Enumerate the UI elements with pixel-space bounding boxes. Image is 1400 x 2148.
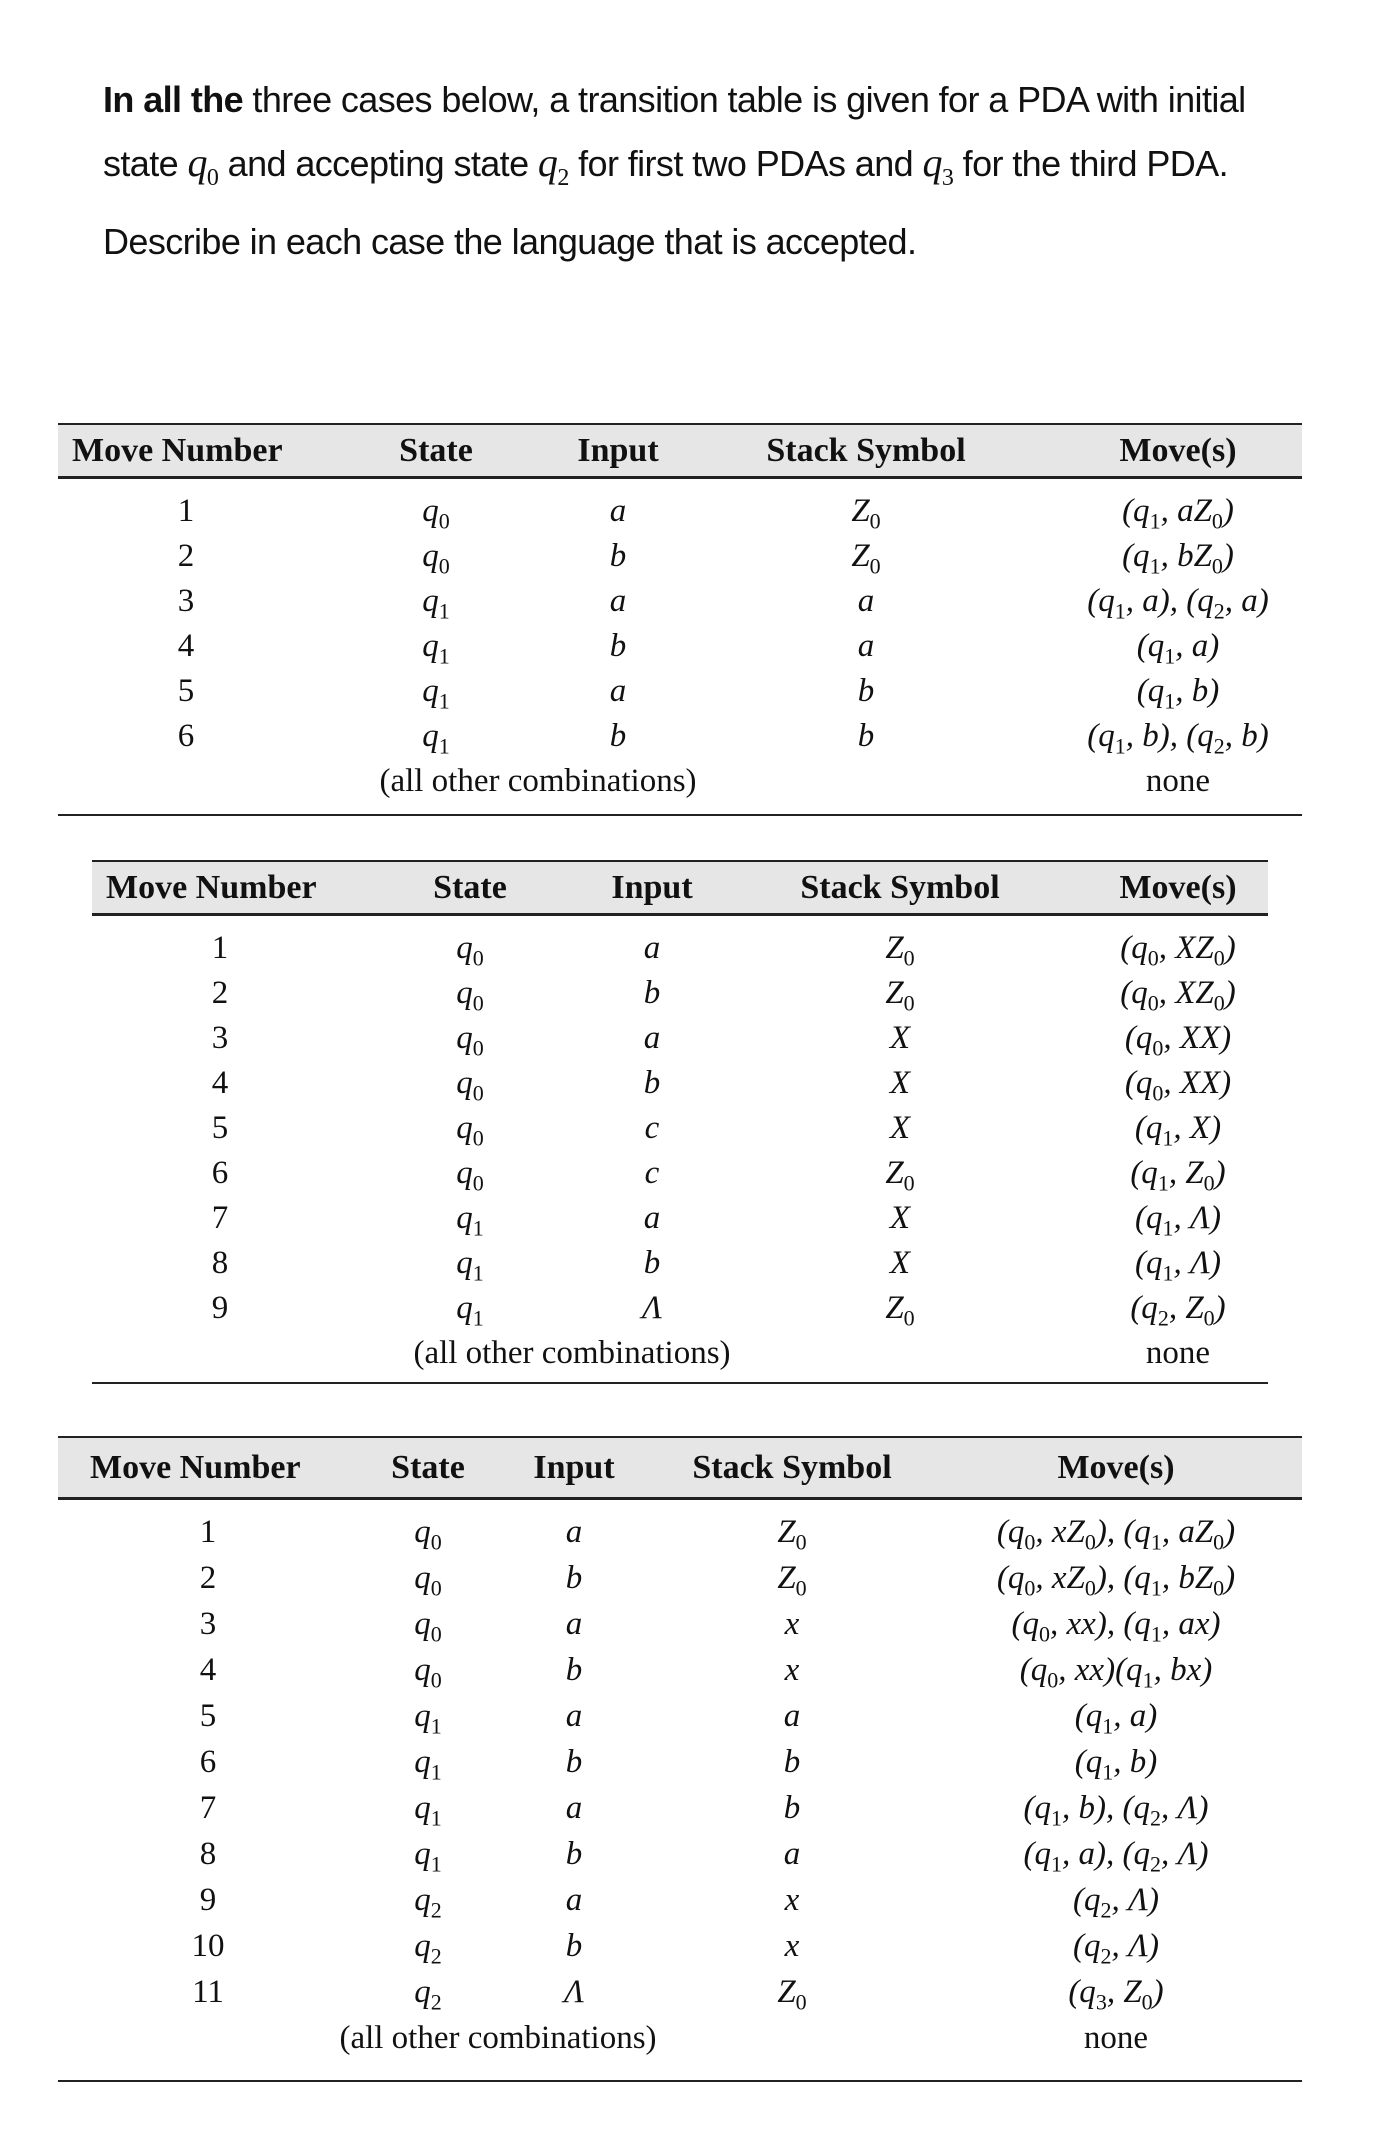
table-body [58,1500,1302,2080]
header-input: Input [611,869,693,906]
header-stack-symbol: Stack Symbol [692,1449,892,1486]
moves-cell: ($q_0$, $xx)(q_1$, bx) [1019,1652,1213,1693]
table-header [58,423,1302,479]
input-cell: a [609,583,627,619]
header-moves: Move(s) [1119,432,1237,469]
stack-symbol-cell: x [784,1606,800,1642]
q2-symbol: $q_2$ [537,140,569,191]
table-header [58,1436,1302,1500]
header-move-number: Move Number [90,1449,301,1486]
other-combinations-label: (all other combinations) [379,763,697,799]
state-cell: $q_1$ [422,673,450,714]
state-cell: $q_2$ [414,1928,442,1969]
move-number-cell: 10 [191,1928,225,1964]
state-cell: $q_0$ [456,975,484,1016]
stack-symbol-cell: X [889,1200,911,1236]
stack-symbol-cell: $Z_0$ [777,1514,807,1555]
other-combinations-label: (all other combinations) [339,2020,657,2056]
table-body [92,916,1268,1382]
move-number-cell: 9 [199,1882,217,1918]
header-stack-symbol: Stack Symbol [800,869,1000,906]
header-moves: Move(s) [1057,1449,1175,1486]
stack-symbol-cell: $Z_0$ [777,1560,807,1601]
state-cell: $q_0$ [422,538,450,579]
moves-cell: ($q_0$, $xZ_0$), ($q_1$, $aZ_0$) [996,1514,1236,1555]
state-cell: $q_1$ [456,1245,484,1286]
table-row [58,1740,1302,1785]
moves-cell: ($q_1$, b) [1136,673,1220,714]
table-row-other [58,759,1302,804]
move-number-cell: 6 [211,1155,229,1191]
move-number-cell: 8 [199,1836,217,1872]
state-cell: $q_1$ [414,1698,442,1739]
stack-symbol-cell: b [857,673,875,709]
input-cell: b [565,1744,583,1780]
move-number-cell: 3 [199,1606,217,1642]
stack-symbol-cell: a [783,1836,801,1872]
input-cell: a [565,1698,583,1734]
transition-table-2 [92,860,1268,1384]
state-cell: $q_1$ [414,1836,442,1877]
stack-symbol-cell: X [889,1110,911,1146]
move-number-cell: 5 [177,673,195,709]
table-row [92,926,1268,971]
move-number-cell: 7 [199,1790,217,1826]
stack-symbol-cell: $Z_0$ [885,975,915,1016]
state-cell: $q_0$ [456,1155,484,1196]
header-state: State [399,432,473,469]
problem-statement [103,68,1303,273]
move-number-cell: 1 [199,1514,217,1550]
q0-symbol: $q_0$ [187,140,219,191]
table-header [92,860,1268,916]
table-row [92,1106,1268,1151]
stack-symbol-cell: X [889,1245,911,1281]
input-cell: c [644,1155,660,1191]
move-number-cell: 4 [211,1065,229,1101]
input-cell: b [643,975,661,1011]
move-number-cell: 2 [177,538,195,574]
stack-symbol-cell: a [857,628,875,664]
state-cell: $q_0$ [414,1606,442,1647]
input-cell: b [609,628,627,664]
state-cell: $q_0$ [456,1065,484,1106]
move-number-cell: 4 [199,1652,217,1688]
table-row [58,624,1302,669]
move-number-cell: 2 [211,975,229,1011]
stack-symbol-cell: $Z_0$ [885,1290,915,1331]
state-cell: $q_1$ [414,1790,442,1831]
stack-symbol-cell: b [857,718,875,754]
header-input: Input [533,1449,615,1486]
moves-cell: ($q_1$, b), ($q_2$, Λ) [1023,1790,1209,1831]
stack-symbol-cell: b [783,1790,801,1826]
q3-symbol: $q_3$ [922,140,954,191]
moves-cell: ($q_1$, a), ($q_2$, a) [1087,583,1269,624]
statement-text-1: three cases below, a transition table is given for a PDA with initial state [103,79,1246,184]
state-cell: $q_1$ [456,1200,484,1241]
table-row [58,1786,1302,1831]
input-cell: b [565,1560,583,1596]
input-cell: c [644,1110,660,1146]
stack-symbol-cell: a [783,1698,801,1734]
other-combinations-label: (all other combinations) [413,1335,731,1371]
stack-symbol-cell: b [783,1744,801,1780]
table-row [58,1648,1302,1693]
state-cell: $q_0$ [456,1020,484,1061]
table-row [92,1241,1268,1286]
state-cell: $q_1$ [422,718,450,759]
input-cell: a [565,1882,583,1918]
move-number-cell: 6 [177,718,195,754]
table-row [58,669,1302,714]
input-cell: b [609,718,627,754]
table-row [92,1196,1268,1241]
header-move-number: Move Number [72,432,283,469]
state-cell: $q_0$ [414,1514,442,1555]
moves-cell: ($q_0$, $XZ_0$) [1120,975,1236,1016]
table-row [58,1602,1302,1647]
move-number-cell: 4 [177,628,195,664]
input-cell: a [643,1020,661,1056]
state-cell: $q_2$ [414,1974,442,2015]
other-combinations-move: none [1145,763,1211,799]
stack-symbol-cell: X [889,1020,911,1056]
state-cell: $q_0$ [456,1110,484,1151]
table-row-other [58,2016,1302,2061]
other-combinations-move: none [1145,1335,1211,1371]
stack-symbol-cell: $Z_0$ [777,1974,807,2015]
input-cell: a [565,1606,583,1642]
move-number-cell: 1 [177,493,195,529]
input-cell: a [643,930,661,966]
state-cell: $q_1$ [456,1290,484,1331]
other-combinations-move: none [1083,2020,1149,2056]
input-cell: b [643,1245,661,1281]
state-cell: $q_1$ [422,628,450,669]
table-row [58,534,1302,579]
table-row [58,714,1302,759]
state-cell: $q_1$ [414,1744,442,1785]
input-cell: a [643,1200,661,1236]
moves-cell: ($q_2$, Λ) [1073,1928,1159,1969]
table-body [58,479,1302,814]
state-cell: $q_1$ [422,583,450,624]
header-input: Input [577,432,659,469]
move-number-cell: 9 [211,1290,229,1326]
moves-cell: ($q_1$, b), ($q_2$, b) [1087,718,1269,759]
statement-lead: In all the [103,79,244,120]
header-stack-symbol: Stack Symbol [766,432,966,469]
stack-symbol-cell: x [784,1928,800,1964]
table-row [58,1970,1302,2015]
table-row [92,971,1268,1016]
moves-cell: ($q_2$, $Z_0$) [1130,1290,1226,1331]
input-cell: b [643,1065,661,1101]
moves-cell: ($q_3$, $Z_0$) [1068,1974,1164,2015]
move-number-cell: 3 [211,1020,229,1056]
table-row [58,1832,1302,1877]
stack-symbol-cell: X [889,1065,911,1101]
moves-cell: ($q_1$, X) [1134,1110,1222,1151]
table-row-other [92,1331,1268,1376]
input-cell: b [565,1836,583,1872]
table-row [92,1151,1268,1196]
input-cell: a [609,673,627,709]
table-row [92,1016,1268,1061]
moves-cell: ($q_1$, $aZ_0$) [1122,493,1234,534]
move-number-cell: 5 [199,1698,217,1734]
moves-cell: ($q_1$, Λ) [1135,1200,1221,1241]
table-row [58,579,1302,624]
input-cell: a [609,493,627,529]
moves-cell: ($q_1$, $Z_0$) [1130,1155,1226,1196]
table-row [58,1694,1302,1739]
state-cell: $q_0$ [414,1560,442,1601]
moves-cell: ($q_0$, xx), ($q_1$, ax) [1011,1606,1221,1647]
move-number-cell: 5 [211,1110,229,1146]
header-moves: Move(s) [1119,869,1237,906]
input-cell: a [565,1514,583,1550]
input-cell: Λ [564,1974,584,2010]
table-row [92,1286,1268,1331]
stack-symbol-cell: x [784,1652,800,1688]
move-number-cell: 1 [211,930,229,966]
move-number-cell: 7 [211,1200,229,1236]
move-number-cell: 3 [177,583,195,619]
input-cell: b [565,1652,583,1688]
input-cell: Λ [642,1290,662,1326]
moves-cell: ($q_0$, $xZ_0$), ($q_1$, $bZ_0$) [996,1560,1236,1601]
state-cell: $q_0$ [422,493,450,534]
stack-symbol-cell: $Z_0$ [851,538,881,579]
header-state: State [433,869,507,906]
table-row [58,1924,1302,1969]
table-row [58,1556,1302,1601]
table-row [92,1061,1268,1106]
transition-table-3 [58,1436,1302,2082]
moves-cell: ($q_1$, a), ($q_2$, Λ) [1023,1836,1209,1877]
state-cell: $q_0$ [456,930,484,971]
moves-cell: ($q_1$, a) [1136,628,1220,669]
stack-symbol-cell: $Z_0$ [885,1155,915,1196]
stack-symbol-cell: x [784,1882,800,1918]
moves-cell: ($q_1$, Λ) [1135,1245,1221,1286]
moves-cell: ($q_2$, Λ) [1073,1882,1159,1923]
input-cell: a [565,1790,583,1826]
move-number-cell: 2 [199,1560,217,1596]
moves-cell: ($q_0$, $XZ_0$) [1120,930,1236,971]
header-move-number: Move Number [106,869,317,906]
moves-cell: ($q_0$, XX) [1124,1020,1232,1061]
move-number-cell: 6 [199,1744,217,1780]
moves-cell: ($q_1$, b) [1074,1744,1158,1785]
table-row [58,489,1302,534]
moves-cell: ($q_1$, $bZ_0$) [1122,538,1234,579]
header-state: State [391,1449,465,1486]
table-row [58,1878,1302,1923]
stack-symbol-cell: $Z_0$ [885,930,915,971]
moves-cell: ($q_1$, a) [1074,1698,1158,1739]
state-cell: $q_0$ [414,1652,442,1693]
state-cell: $q_2$ [414,1882,442,1923]
stack-symbol-cell: a [857,583,875,619]
table-row [58,1510,1302,1555]
move-number-cell: 8 [211,1245,229,1281]
moves-cell: ($q_0$, XX) [1124,1065,1232,1106]
statement-text-4: for the third PDA. Describe in each case the language that is accepted. [103,143,1228,262]
move-number-cell: 11 [192,1974,224,2010]
statement-text-3: for first two PDAs and [568,143,923,184]
statement-text-2: and accepting state [218,143,538,184]
transition-table-1 [58,423,1302,816]
input-cell: b [565,1928,583,1964]
stack-symbol-cell: $Z_0$ [851,493,881,534]
input-cell: b [609,538,627,574]
